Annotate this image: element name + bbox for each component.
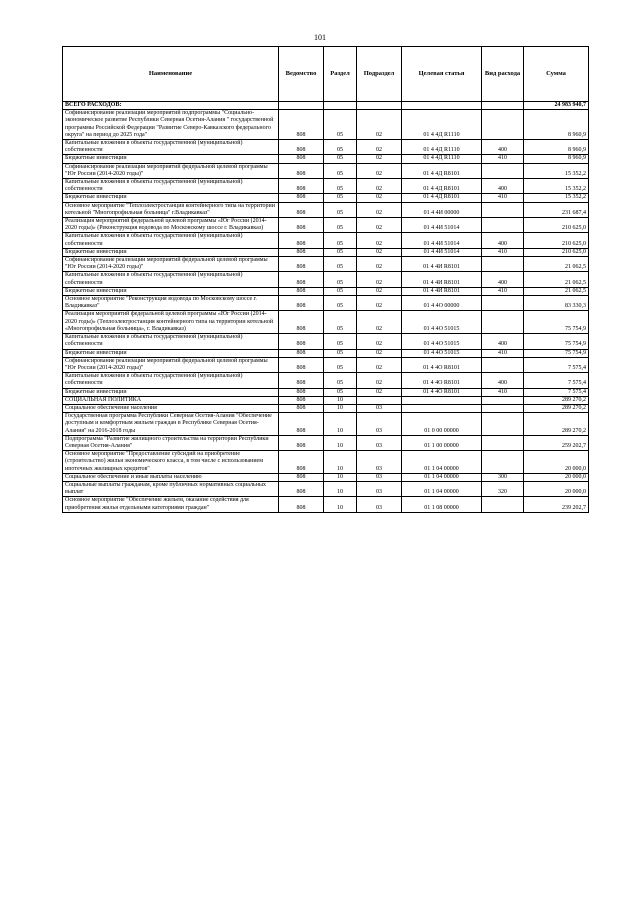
row-name-cell: Реализация мероприятий федеральной целевой программы «Юг России (2014-2020 годы)» (Реконструкция водовода по Московскому шоссе г. Владикавказ) — [63, 218, 279, 233]
row-section-cell: 05 — [324, 272, 357, 287]
row-dept-cell: 808 — [279, 451, 324, 474]
row-section-cell: 05 — [324, 194, 357, 202]
row-name-cell: Основное мероприятие "Предоставление субсидий на приобретение (строительство) жилья экономического класса, в том числе с использованием ипотечных жилищных кредитов" — [63, 451, 279, 474]
row-subsection-cell: 02 — [357, 110, 402, 140]
row-name-cell: Бюджетные инвестиции — [63, 287, 279, 295]
row-name-cell: Софинансирование реализации мероприятий федеральной целевой программы "Юг России (2014-2020 годы)" — [63, 357, 279, 372]
row-section-cell — [324, 102, 357, 110]
row-sum-cell: 239 202,7 — [524, 497, 589, 512]
row-dept-cell: 808 — [279, 311, 324, 334]
row-target-cell: 01 4 4Д R1110 — [402, 155, 482, 163]
header-section: Раздел — [324, 47, 357, 102]
row-subsection-cell: 02 — [357, 248, 402, 256]
row-name-cell: Основное мероприятие "Обеспечение жильем, оказание содействия для приобретения жилья отдельными категориями граждан" — [63, 497, 279, 512]
row-exptype-cell: 400 — [482, 272, 524, 287]
row-target-cell: 01 4 4И R8101 — [402, 272, 482, 287]
budget-expenditure-table — [62, 46, 589, 513]
row-target-cell: 01 4 4О 00000 — [402, 296, 482, 311]
row-dept-cell: 808 — [279, 473, 324, 481]
row-target-cell: 01 4 4Д R1110 — [402, 110, 482, 140]
row-dept-cell: 808 — [279, 163, 324, 178]
row-exptype-cell: 410 — [482, 287, 524, 295]
table-row — [63, 233, 589, 248]
row-target-cell — [402, 102, 482, 110]
row-section-cell: 05 — [324, 257, 357, 272]
row-section-cell: 05 — [324, 373, 357, 388]
row-subsection-cell: 02 — [357, 272, 402, 287]
row-subsection-cell: 02 — [357, 179, 402, 194]
row-sum-cell: 20 000,0 — [524, 451, 589, 474]
row-exptype-cell — [482, 404, 524, 412]
row-dept-cell: 808 — [279, 404, 324, 412]
row-subsection-cell: 02 — [357, 155, 402, 163]
row-section-cell: 05 — [324, 179, 357, 194]
table-row — [63, 140, 589, 155]
table-row — [63, 163, 589, 178]
row-target-cell: 01 4 4И 51014 — [402, 248, 482, 256]
row-dept-cell: 808 — [279, 287, 324, 295]
row-name-cell: Социальное обеспечение и иные выплаты населению — [63, 473, 279, 481]
row-sum-cell: 21 062,5 — [524, 272, 589, 287]
row-name-cell: Основное мероприятие "Теплоэлектростанция контейнерного типа на территории котельной "Многопрофильная больница" г.Владикавказ" — [63, 202, 279, 217]
row-section-cell: 10 — [324, 497, 357, 512]
row-subsection-cell: 02 — [357, 233, 402, 248]
row-subsection-cell: 02 — [357, 194, 402, 202]
row-sum-cell: 75 754,9 — [524, 311, 589, 334]
row-section-cell: 10 — [324, 413, 357, 436]
row-sum-cell: 20 000,0 — [524, 473, 589, 481]
table-row — [63, 373, 589, 388]
row-exptype-cell: 320 — [482, 481, 524, 496]
row-sum-cell: 21 062,5 — [524, 287, 589, 295]
row-dept-cell: 808 — [279, 435, 324, 450]
row-exptype-cell — [482, 451, 524, 474]
row-name-cell: Бюджетные инвестиции — [63, 349, 279, 357]
row-subsection-cell: 03 — [357, 473, 402, 481]
row-subsection-cell: 02 — [357, 334, 402, 349]
row-target-cell: 01 4 4О 51015 — [402, 349, 482, 357]
row-target-cell: 01 4 4И R8101 — [402, 257, 482, 272]
row-target-cell: 01 4 4О R8101 — [402, 373, 482, 388]
table-row — [63, 218, 589, 233]
table-row — [63, 357, 589, 372]
row-exptype-cell — [482, 202, 524, 217]
row-dept-cell: 808 — [279, 140, 324, 155]
row-dept-cell: 808 — [279, 179, 324, 194]
table-row — [63, 473, 589, 481]
row-sum-cell: 259 202,7 — [524, 435, 589, 450]
row-subsection-cell — [357, 102, 402, 110]
row-name-cell: СОЦИАЛЬНАЯ ПОЛИТИКА — [63, 396, 279, 404]
row-subsection-cell: 02 — [357, 357, 402, 372]
row-subsection-cell: 02 — [357, 373, 402, 388]
table-row — [63, 257, 589, 272]
row-subsection-cell: 03 — [357, 451, 402, 474]
row-target-cell: 01 1 00 00000 — [402, 435, 482, 450]
row-target-cell: 01 4 4О 51015 — [402, 311, 482, 334]
table-row — [63, 497, 589, 512]
row-dept-cell: 808 — [279, 413, 324, 436]
row-section-cell: 10 — [324, 451, 357, 474]
table-row — [63, 202, 589, 217]
row-sum-cell: 15 352,2 — [524, 194, 589, 202]
table-row — [63, 102, 589, 110]
row-dept-cell: 808 — [279, 233, 324, 248]
row-dept-cell: 808 — [279, 388, 324, 396]
row-dept-cell: 808 — [279, 373, 324, 388]
row-subsection-cell: 03 — [357, 435, 402, 450]
row-sum-cell: 289 270,2 — [524, 413, 589, 436]
row-section-cell: 10 — [324, 481, 357, 496]
row-name-cell: Бюджетные инвестиции — [63, 388, 279, 396]
row-target-cell: 01 1 04 00000 — [402, 481, 482, 496]
row-exptype-cell — [482, 257, 524, 272]
row-exptype-cell — [482, 413, 524, 436]
row-name-cell: Подпрограмма "Развитие жилищного строительства на территории Республики Северная Осетия-Алания" — [63, 435, 279, 450]
row-subsection-cell: 03 — [357, 413, 402, 436]
row-subsection-cell: 02 — [357, 218, 402, 233]
table-row — [63, 248, 589, 256]
row-sum-cell: 231 687,4 — [524, 202, 589, 217]
row-sum-cell: 7 575,4 — [524, 357, 589, 372]
row-target-cell: 01 4 4И R8101 — [402, 287, 482, 295]
header-target: Целевая статья — [402, 47, 482, 102]
row-dept-cell: 808 — [279, 334, 324, 349]
row-sum-cell: 83 330,3 — [524, 296, 589, 311]
row-subsection-cell — [357, 396, 402, 404]
row-section-cell: 05 — [324, 287, 357, 295]
row-subsection-cell: 02 — [357, 257, 402, 272]
row-target-cell: 01 1 08 00000 — [402, 497, 482, 512]
header-exptype: Вид расхода — [482, 47, 524, 102]
row-target-cell: 01 4 4И 51014 — [402, 233, 482, 248]
row-target-cell: 01 1 04 00000 — [402, 473, 482, 481]
row-exptype-cell: 400 — [482, 179, 524, 194]
row-sum-cell: 210 625,0 — [524, 218, 589, 233]
row-subsection-cell: 03 — [357, 497, 402, 512]
row-name-cell: Социальные выплаты гражданам, кроме публичных нормативных социальных выплат — [63, 481, 279, 496]
row-sum-cell: 15 352,2 — [524, 163, 589, 178]
row-name-cell: Софинансирование реализации мероприятий федеральной целевой программы "Юг России (2014-2020 годы)" — [63, 257, 279, 272]
row-name-cell: ВСЕГО РАСХОДОВ: — [63, 102, 279, 110]
table-row — [63, 396, 589, 404]
row-exptype-cell — [482, 218, 524, 233]
row-target-cell: 01 4 4О R8101 — [402, 357, 482, 372]
row-section-cell: 05 — [324, 311, 357, 334]
row-dept-cell: 808 — [279, 202, 324, 217]
row-exptype-cell: 410 — [482, 388, 524, 396]
row-sum-cell: 7 575,4 — [524, 388, 589, 396]
row-name-cell: Бюджетные инвестиции — [63, 248, 279, 256]
row-sum-cell: 210 625,0 — [524, 233, 589, 248]
row-target-cell: 01 4 4О 51015 — [402, 334, 482, 349]
row-exptype-cell — [482, 357, 524, 372]
row-dept-cell — [279, 102, 324, 110]
row-target-cell: 01 4 4Д R8101 — [402, 194, 482, 202]
row-name-cell: Капитальные вложения в объекты государственной (муниципальной) собственности — [63, 179, 279, 194]
row-sum-cell: 21 062,5 — [524, 257, 589, 272]
header-sum: Сумма — [524, 47, 589, 102]
table-row — [63, 110, 589, 140]
row-sum-cell: 8 960,9 — [524, 155, 589, 163]
row-section-cell: 05 — [324, 357, 357, 372]
row-subsection-cell: 02 — [357, 163, 402, 178]
table-row — [63, 334, 589, 349]
row-name-cell: Капитальные вложения в объекты государственной (муниципальной) собственности — [63, 334, 279, 349]
table-row — [63, 413, 589, 436]
row-exptype-cell: 400 — [482, 233, 524, 248]
row-exptype-cell: 400 — [482, 140, 524, 155]
table-row — [63, 349, 589, 357]
row-name-cell: Софинансирование реализации мероприятий подпрограммы "Социально-экономическое развитие Республики Северная Осетия-Алания " государственной программы Российской Федерации "Развитие Северо-Кавказского федерального округа" на период до 2025 года" — [63, 110, 279, 140]
row-section-cell: 05 — [324, 218, 357, 233]
row-section-cell: 05 — [324, 334, 357, 349]
row-name-cell: Бюджетные инвестиции — [63, 194, 279, 202]
row-subsection-cell: 03 — [357, 481, 402, 496]
row-sum-cell: 8 960,9 — [524, 110, 589, 140]
row-name-cell: Капитальные вложения в объекты государственной (муниципальной) собственности — [63, 140, 279, 155]
row-exptype-cell — [482, 435, 524, 450]
row-target-cell: 01 0 00 00000 — [402, 413, 482, 436]
row-dept-cell: 808 — [279, 296, 324, 311]
table-row — [63, 311, 589, 334]
row-sum-cell: 75 754,9 — [524, 334, 589, 349]
row-section-cell: 10 — [324, 404, 357, 412]
row-section-cell: 05 — [324, 296, 357, 311]
row-dept-cell: 808 — [279, 481, 324, 496]
row-section-cell: 05 — [324, 140, 357, 155]
row-sum-cell: 289 270,2 — [524, 404, 589, 412]
row-section-cell: 05 — [324, 248, 357, 256]
row-name-cell: Бюджетные инвестиции — [63, 155, 279, 163]
row-section-cell: 05 — [324, 110, 357, 140]
header-dept: Ведомство — [279, 47, 324, 102]
row-exptype-cell — [482, 102, 524, 110]
row-exptype-cell — [482, 163, 524, 178]
row-dept-cell: 808 — [279, 248, 324, 256]
table-row — [63, 388, 589, 396]
row-section-cell: 10 — [324, 435, 357, 450]
row-section-cell: 10 — [324, 396, 357, 404]
row-target-cell — [402, 396, 482, 404]
table-row — [63, 194, 589, 202]
row-sum-cell: 15 352,2 — [524, 179, 589, 194]
row-name-cell: Основное мероприятие "Реконструкция водовода по Московскому шоссе г. Владикавказ" — [63, 296, 279, 311]
row-name-cell: Государственная программа Республики Северная Осетия-Алания "Обеспечение доступным и комфортным жильем граждан в Республике Северная Осетия-Алания" на 2016-2018 годы — [63, 413, 279, 436]
page-number: 101 — [314, 33, 326, 42]
row-section-cell: 10 — [324, 473, 357, 481]
row-subsection-cell: 03 — [357, 404, 402, 412]
row-subsection-cell: 02 — [357, 311, 402, 334]
row-dept-cell: 808 — [279, 349, 324, 357]
row-target-cell: 01 4 4И 00000 — [402, 202, 482, 217]
row-subsection-cell: 02 — [357, 287, 402, 295]
row-target-cell: 01 4 4Д R8101 — [402, 163, 482, 178]
table-row — [63, 481, 589, 496]
row-exptype-cell: 410 — [482, 155, 524, 163]
row-section-cell: 05 — [324, 202, 357, 217]
table-header-row — [63, 47, 589, 102]
row-name-cell: Капитальные вложения в объекты государственной (муниципальной) собственности — [63, 272, 279, 287]
row-target-cell: 01 4 4Д R8101 — [402, 179, 482, 194]
row-dept-cell: 808 — [279, 272, 324, 287]
row-name-cell: Реализация мероприятий федеральной целевой программы «Юг России (2014-2020 годы)» (Теплоэлектростанция контейнерного типа на территории котельной «Многопрофильная больница», г. Владикавказ) — [63, 311, 279, 334]
row-exptype-cell — [482, 497, 524, 512]
row-dept-cell: 808 — [279, 110, 324, 140]
row-sum-cell: 75 754,9 — [524, 349, 589, 357]
row-exptype-cell: 410 — [482, 349, 524, 357]
table-row — [63, 435, 589, 450]
row-exptype-cell: 410 — [482, 248, 524, 256]
row-exptype-cell — [482, 396, 524, 404]
row-exptype-cell: 400 — [482, 334, 524, 349]
table-row — [63, 287, 589, 295]
row-sum-cell: 24 983 940,7 — [524, 102, 589, 110]
row-section-cell: 05 — [324, 388, 357, 396]
header-name: Наименование — [63, 47, 279, 102]
header-subsection: Подраздел — [357, 47, 402, 102]
row-dept-cell: 808 — [279, 194, 324, 202]
row-section-cell: 05 — [324, 349, 357, 357]
row-sum-cell: 8 960,9 — [524, 140, 589, 155]
row-section-cell: 05 — [324, 233, 357, 248]
row-subsection-cell: 02 — [357, 388, 402, 396]
row-name-cell: Социальное обеспечение населения — [63, 404, 279, 412]
row-subsection-cell: 02 — [357, 296, 402, 311]
table-row — [63, 272, 589, 287]
table-row — [63, 404, 589, 412]
table-row — [63, 155, 589, 163]
row-subsection-cell: 02 — [357, 349, 402, 357]
row-target-cell — [402, 404, 482, 412]
row-dept-cell: 808 — [279, 396, 324, 404]
row-target-cell: 01 4 4И 51014 — [402, 218, 482, 233]
row-exptype-cell — [482, 296, 524, 311]
row-name-cell: Капитальные вложения в объекты государственной (муниципальной) собственности — [63, 373, 279, 388]
row-sum-cell: 289 270,2 — [524, 396, 589, 404]
row-dept-cell: 808 — [279, 155, 324, 163]
row-target-cell: 01 4 4Д R1110 — [402, 140, 482, 155]
row-exptype-cell — [482, 110, 524, 140]
row-sum-cell: 20 000,0 — [524, 481, 589, 496]
row-exptype-cell: 400 — [482, 373, 524, 388]
row-section-cell: 05 — [324, 163, 357, 178]
table-row — [63, 296, 589, 311]
row-target-cell: 01 1 04 00000 — [402, 451, 482, 474]
row-dept-cell: 808 — [279, 357, 324, 372]
row-sum-cell: 210 625,0 — [524, 248, 589, 256]
table-row — [63, 179, 589, 194]
row-sum-cell: 7 575,4 — [524, 373, 589, 388]
table-row — [63, 451, 589, 474]
row-dept-cell: 808 — [279, 257, 324, 272]
row-exptype-cell — [482, 311, 524, 334]
row-section-cell: 05 — [324, 155, 357, 163]
row-name-cell: Софинансирование реализации мероприятий федеральной целевой программы "Юг России (2014-2020 годы)" — [63, 163, 279, 178]
row-exptype-cell: 410 — [482, 194, 524, 202]
row-dept-cell: 808 — [279, 218, 324, 233]
row-exptype-cell: 300 — [482, 473, 524, 481]
row-target-cell: 01 4 4О R8101 — [402, 388, 482, 396]
row-name-cell: Капитальные вложения в объекты государственной (муниципальной) собственности — [63, 233, 279, 248]
row-subsection-cell: 02 — [357, 140, 402, 155]
row-dept-cell: 808 — [279, 497, 324, 512]
row-subsection-cell: 02 — [357, 202, 402, 217]
